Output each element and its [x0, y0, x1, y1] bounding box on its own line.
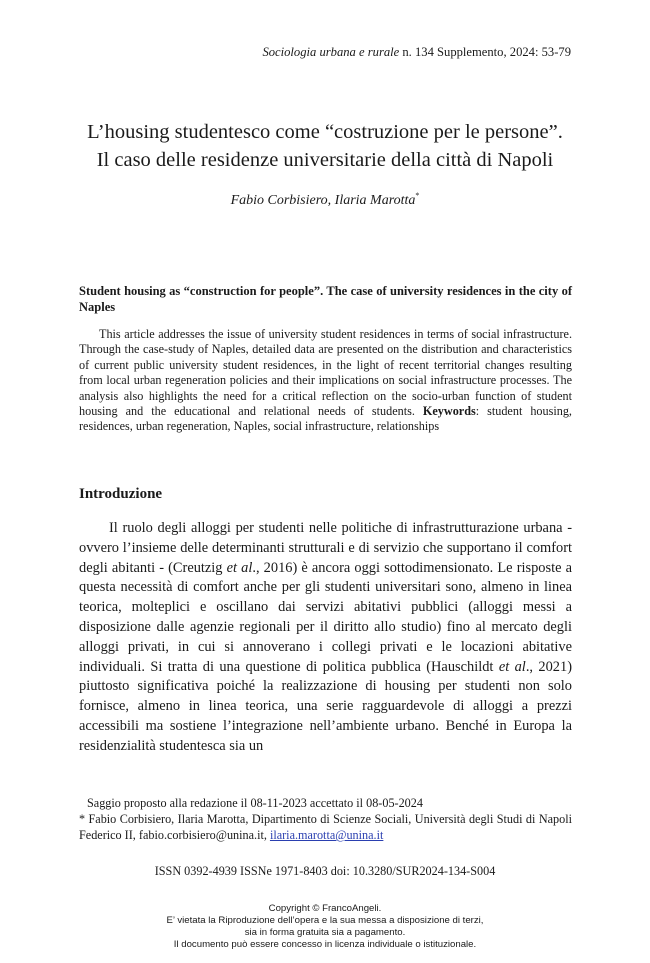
authors: [60, 191, 590, 209]
body-text-part-1: Il ruolo degli alloggi per studenti nelle politiche di infrastrutturazione urbana - ovvero l’insieme delle determinanti strutturali e di servizio che supportano il comfort degli abitanti - (Creutzig: [79, 520, 572, 576]
abstract-paragraph: [79, 327, 572, 435]
citation-et-al-2: et al: [498, 658, 526, 675]
author-names: Fabio Corbisiero, Ilaria Marotta: [230, 193, 416, 208]
affiliation-text: * Fabio Corbisiero, Ilaria Marotta, Dipartimento di Scienze Sociali, Università degli Studi di Napoli Federico II, fabio.corbisiero@unina.it,: [79, 812, 572, 842]
keywords-label: Keywords: [422, 404, 476, 419]
citation-et-al-1: et al: [226, 559, 253, 576]
footnotes: [79, 795, 572, 843]
email-link[interactable]: ilaria.marotta@unina.it: [269, 828, 384, 842]
abstract-text: This article addresses the issue of university student residences in terms of social infrastructure. Through the case-study of Naples, detailed data are presented on the distribution and characteristics of current public university student residences, in the light of recent territorial changes resulting from local urban regeneration policies and their implications on social infrastructure processes. The analysis also highlights the need for a critical reflection on the socio-urban function of student housing and the educational and relational needs of students.: [79, 327, 572, 419]
title-line-1: L’housing studentesco come “costruzione per le persone”.: [87, 121, 563, 143]
body-text-part-2: ., 2016) è ancora oggi sottodimensionato. Le risposte a questa necessità di comfort anche per gli studenti universitari sono, almeno in linea teorica, molteplici e oscillano dai servizi abitativi pubblici (alloggi messi a disposizione dalle agenzie regionali per il diritto allo studio) fino al mercato degli alloggi privati, in cui si annoverano i collegi privati e le locazioni abitative individuali. Si tratta di una questione di politica pubblica (Hauschildt: [79, 559, 572, 675]
author-footnote-mark: *: [415, 191, 420, 200]
copyright-notice: [60, 903, 590, 951]
body-paragraph: [79, 519, 572, 757]
issue-info: n. 134 Supplemento, 2024: 53-79: [399, 45, 571, 59]
body-text: [79, 519, 572, 757]
body-text-part-3: ., 2021) piuttosto significativa poiché la realizzazione di housing per studenti non solo fornisce, almeno in linea teorica, una serie ragguardevole di alloggi a prezzi accessibili ma sostiene l’integrazione nell’ambiente urbano. Benché in Europa la residenzialità studentesca sia un: [79, 658, 572, 754]
issn-doi: ISSN 0392-4939 ISSNe 1971-8403 doi: 10.3280/SUR2024-134-S004: [154, 864, 496, 878]
title-line-2: Il caso delle residenze universitarie della città di Napoli: [96, 149, 554, 171]
keywords-list: : student housing, residences, urban regeneration, Naples, social infrastructure, relationships: [79, 404, 572, 434]
journal-name: Sociologia urbana e rurale: [262, 45, 400, 59]
copyright-line-4: Il documento può essere concesso in licenza individuale o istituzionale.: [173, 939, 477, 950]
running-head: [262, 45, 571, 60]
copyright-line-2: E’ vietata la Riproduzione dell’opera e la sua messa a disposizione di terzi,: [166, 915, 484, 926]
english-title: Student housing as “construction for people”. The case of university residences in the city of Naples: [79, 284, 572, 314]
article-title: [60, 118, 590, 174]
footnote-affiliation: [79, 811, 572, 843]
copyright-line-3: sia in forma gratuita sia a pagamento.: [244, 927, 406, 938]
abstract: [79, 327, 572, 435]
copyright-line-1: Copyright © FrancoAngeli.: [268, 903, 382, 914]
section-heading: Introduzione: [79, 486, 163, 502]
footnote-received: Saggio proposto alla redazione il 08-11-2023 accettato il 08-05-2024: [87, 796, 423, 810]
